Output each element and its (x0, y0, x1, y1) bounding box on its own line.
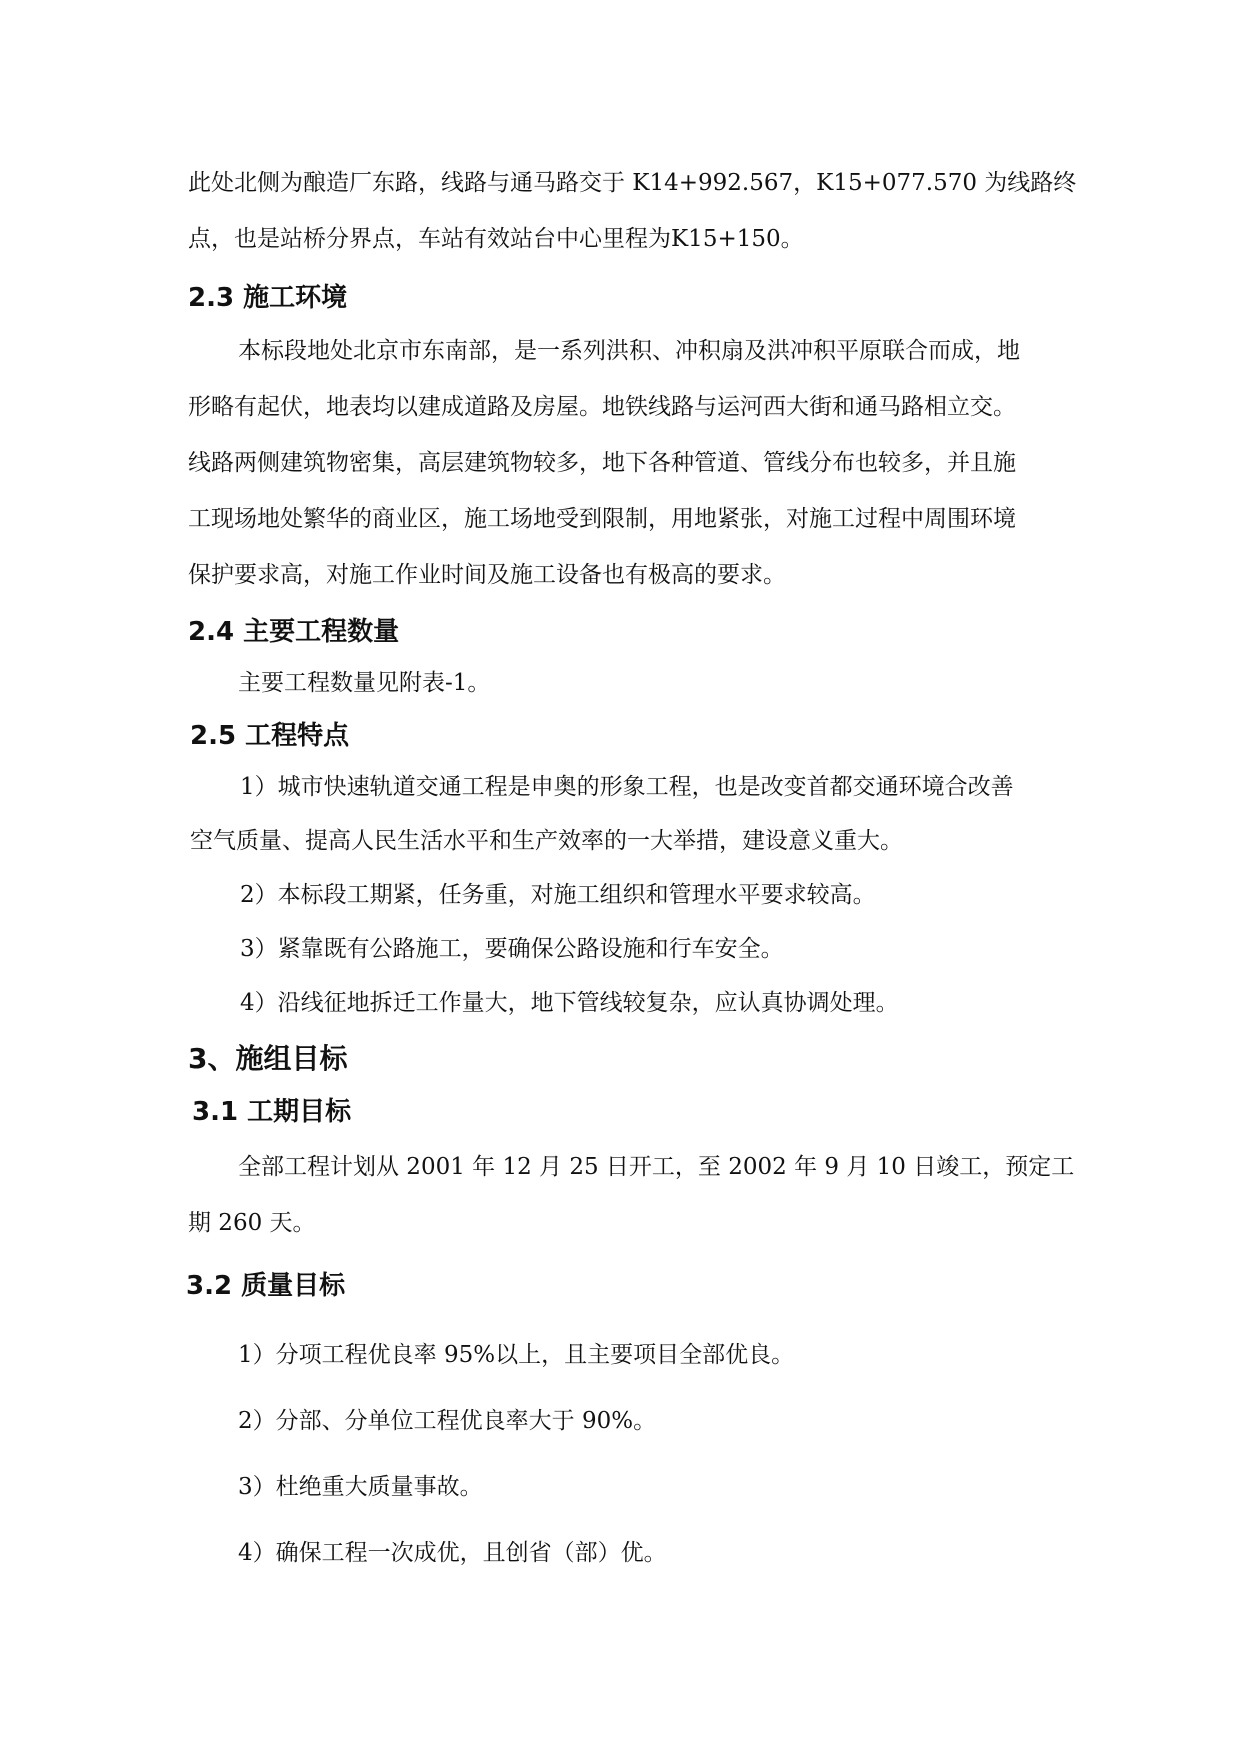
heading-3: 3、施组目标 (188, 1042, 348, 1075)
env-line-5: 保护要求高，对施工作业时间及施工设备也有极高的要求。 (188, 562, 786, 588)
heading-2-3: 2.3 施工环境 (188, 283, 348, 313)
heading-3-1: 3.1 工期目标 (192, 1097, 352, 1127)
schedule-line-2: 期 260 天。 (188, 1210, 316, 1236)
quality-item-1: 1）分项工程优良率 95%以上，且主要项目全部优良。 (238, 1342, 795, 1368)
env-line-1: 本标段地处北京市东南部，是一系列洪积、冲积扇及洪冲积平原联合而成，地 (238, 338, 1020, 364)
feature-item-1-line-2: 空气质量、提高人民生活水平和生产效率的一大举措，建设意义重大。 (190, 828, 903, 854)
quality-item-3: 3）杜绝重大质量事故。 (238, 1474, 483, 1500)
quality-item-2: 2）分部、分单位工程优良率大于 90%。 (238, 1408, 657, 1434)
feature-item-3: 3）紧靠既有公路施工，要确保公路设施和行车安全。 (240, 936, 784, 962)
heading-3-2: 3.2 质量目标 (186, 1271, 346, 1301)
feature-item-1-line-1: 1）城市快速轨道交通工程是申奥的形象工程，也是改变首都交通环境合改善 (240, 774, 1014, 800)
feature-item-2: 2）本标段工期紧，任务重，对施工组织和管理水平要求较高。 (240, 882, 876, 908)
env-line-3: 线路两侧建筑物密集，高层建筑物较多，地下各种管道、管线分布也较多，并且施 (188, 450, 1016, 476)
heading-2-4: 2.4 主要工程数量 (188, 617, 400, 647)
intro-line-2: 点，也是站桥分界点，车站有效站台中心里程为K15+150。 (188, 226, 804, 252)
quantity-text: 主要工程数量见附表-1。 (238, 670, 491, 696)
schedule-line-1: 全部工程计划从 2001 年 12 月 25 日开工，至 2002 年 9 月 10 日竣工，预定工 (238, 1154, 1075, 1180)
heading-2-5: 2.5 工程特点 (190, 721, 350, 751)
intro-line-1: 此处北侧为酿造厂东路，线路与通马路交于 K14+992.567，K15+077.570 为线路终 (188, 170, 1077, 196)
env-line-4: 工现场地处繁华的商业区，施工场地受到限制，用地紧张，对施工过程中周围环境 (188, 506, 1016, 532)
env-line-2: 形略有起伏，地表均以建成道路及房屋。地铁线路与运河西大街和通马路相立交。 (188, 394, 1016, 420)
quality-item-4: 4）确保工程一次成优，且创省（部）优。 (238, 1540, 667, 1566)
feature-item-4: 4）沿线征地拆迁工作量大，地下管线较复杂，应认真协调处理。 (240, 990, 899, 1016)
